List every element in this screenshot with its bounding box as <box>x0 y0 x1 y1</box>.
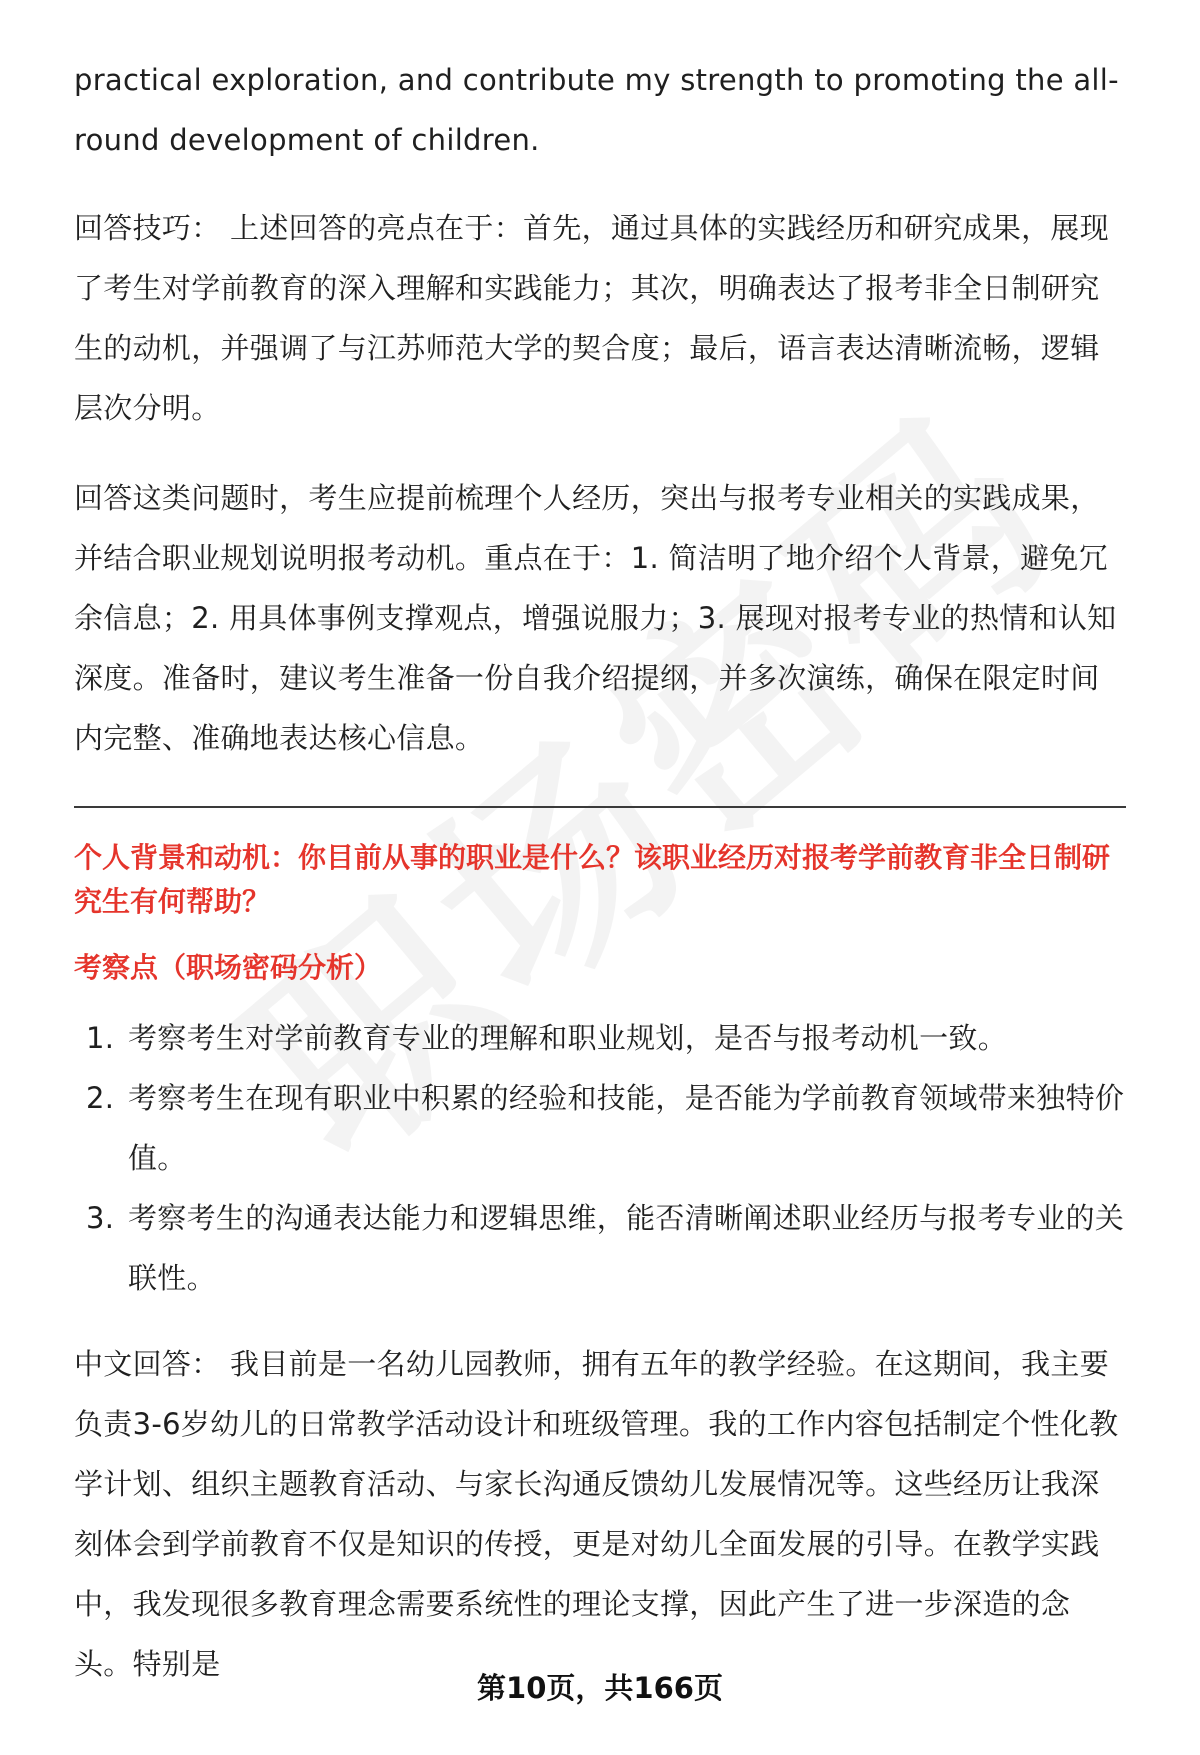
section-divider <box>74 806 1126 808</box>
list-item <box>74 1008 1126 1068</box>
exam-points-heading: 考察点（职场密码分析） <box>74 951 383 984</box>
list-item-number: 2. <box>86 1081 115 1115</box>
question-heading: 个人背景和动机：你目前从事的职业是什么？该职业经历对报考学前教育非全日制研究生有何帮助？ <box>74 841 1111 918</box>
list-item-text: 考察考生在现有职业中积累的经验和技能，是否能为学前教育领域带来独特价值。 <box>128 1081 1125 1175</box>
page-number-footer: 第10页，共166页 <box>477 1671 723 1705</box>
list-item-text: 考察考生对学前教育专业的理解和职业规划，是否与报考动机一致。 <box>128 1021 1008 1055</box>
list-item-text: 考察考生的沟通表达能力和逻辑思维，能否清晰阐述职业经历与报考专业的关联性。 <box>128 1201 1125 1295</box>
exam-points-list <box>74 1008 1126 1308</box>
list-item-number: 1. <box>86 1021 115 1055</box>
intro-continuation: practical exploration, and contribute my strength to promoting the all-round development of children. <box>74 63 1119 157</box>
page-content <box>74 50 1126 1694</box>
advice-paragraph: 回答这类问题时，考生应提前梳理个人经历，突出与报考专业相关的实践成果，并结合职业规划说明报考动机。重点在于：1. 简洁明了地介绍个人背景，避免冗余信息；2. 用具体事例支撑观点，增强说服力；3. 展现对报考专业的热情和认知深度。准备时，建议考生准备一份自我介绍提纲，并多次演练，确保在限定时间内完整、准确地表达核心信息。 <box>74 481 1117 755</box>
list-item-number: 3. <box>86 1201 115 1235</box>
list-item <box>74 1068 1126 1188</box>
chinese-answer: 中文回答： 我目前是一名幼儿园教师，拥有五年的教学经验。在这期间，我主要负责3-6岁幼儿的日常教学活动设计和班级管理。我的工作内容包括制定个性化教学计划、组织主题教育活动、与家长沟通反馈幼儿发展情况等。这些经历让我深刻体会到学前教育不仅是知识的传授，更是对幼儿全面发展的引导。在教学实践中，我发现很多教育理念需要系统性的理论支撑，因此产生了进一步深造的念头。特别是 <box>74 1347 1119 1681</box>
list-item <box>74 1188 1126 1308</box>
tip-paragraph: 回答技巧： 上述回答的亮点在于：首先，通过具体的实践经历和研究成果，展现了考生对学前教育的深入理解和实践能力；其次，明确表达了报考非全日制研究生的动机，并强调了与江苏师范大学的契合度；最后，语言表达清晰流畅，逻辑层次分明。 <box>74 211 1110 425</box>
